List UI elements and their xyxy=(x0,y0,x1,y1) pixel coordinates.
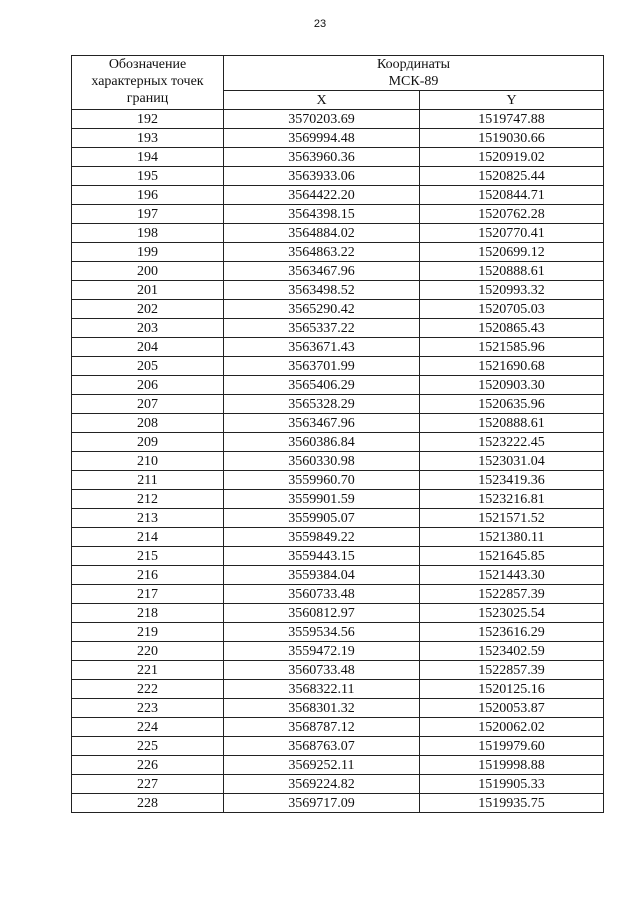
x-coordinate-cell: 3564398.15 xyxy=(224,205,420,224)
x-coordinate-cell: 3559384.04 xyxy=(224,566,420,585)
point-id-cell: 204 xyxy=(72,338,224,357)
x-coordinate-cell: 3563701.99 xyxy=(224,357,420,376)
x-coordinate-cell: 3565337.22 xyxy=(224,319,420,338)
y-coordinate-cell: 1519747.88 xyxy=(420,110,604,129)
table-row xyxy=(72,186,604,205)
table-row xyxy=(72,642,604,661)
y-coordinate-cell: 1523216.81 xyxy=(420,490,604,509)
y-coordinate-cell: 1520699.12 xyxy=(420,243,604,262)
point-id-cell: 197 xyxy=(72,205,224,224)
table-row xyxy=(72,528,604,547)
table-row xyxy=(72,338,604,357)
x-coordinate-cell: 3560733.48 xyxy=(224,585,420,604)
y-coordinate-cell: 1523402.59 xyxy=(420,642,604,661)
table-row xyxy=(72,661,604,680)
table-row xyxy=(72,794,604,813)
table-row xyxy=(72,566,604,585)
table-row xyxy=(72,756,604,775)
table-row xyxy=(72,319,604,338)
table-header xyxy=(72,56,604,110)
x-coordinate-cell: 3564422.20 xyxy=(224,186,420,205)
point-id-cell: 213 xyxy=(72,509,224,528)
x-coordinate-cell: 3559960.70 xyxy=(224,471,420,490)
x-coordinate-cell: 3563467.96 xyxy=(224,414,420,433)
table-row xyxy=(72,110,604,129)
point-label-line: Обозначение xyxy=(108,57,187,72)
point-id-cell: 214 xyxy=(72,528,224,547)
point-id-cell: 201 xyxy=(72,281,224,300)
table-row xyxy=(72,775,604,794)
point-id-cell: 195 xyxy=(72,167,224,186)
point-id-cell: 223 xyxy=(72,699,224,718)
y-coordinate-cell: 1519030.66 xyxy=(420,129,604,148)
y-coordinate-cell: 1522857.39 xyxy=(420,585,604,604)
point-id-cell: 206 xyxy=(72,376,224,395)
x-coordinate-cell: 3560330.98 xyxy=(224,452,420,471)
table-row xyxy=(72,148,604,167)
table-row xyxy=(72,718,604,737)
table-row xyxy=(72,414,604,433)
y-coordinate-cell: 1519935.75 xyxy=(420,794,604,813)
x-coordinate-cell: 3570203.69 xyxy=(224,110,420,129)
table-row xyxy=(72,129,604,148)
x-coordinate-cell: 3565406.29 xyxy=(224,376,420,395)
x-coordinate-cell: 3564884.02 xyxy=(224,224,420,243)
x-coordinate-cell: 3568322.11 xyxy=(224,680,420,699)
y-coordinate-cell: 1521443.30 xyxy=(420,566,604,585)
x-coordinate-cell: 3568301.32 xyxy=(224,699,420,718)
y-coordinate-cell: 1520053.87 xyxy=(420,699,604,718)
y-coordinate-cell: 1523616.29 xyxy=(420,623,604,642)
point-id-cell: 193 xyxy=(72,129,224,148)
table-row xyxy=(72,490,604,509)
x-coordinate-cell: 3568763.07 xyxy=(224,737,420,756)
point-id-cell: 211 xyxy=(72,471,224,490)
x-coordinate-cell: 3560733.48 xyxy=(224,661,420,680)
x-column-header: X xyxy=(224,91,420,110)
y-coordinate-cell: 1520844.71 xyxy=(420,186,604,205)
table-row xyxy=(72,357,604,376)
point-id-cell: 221 xyxy=(72,661,224,680)
x-coordinate-cell: 3563498.52 xyxy=(224,281,420,300)
point-id-cell: 212 xyxy=(72,490,224,509)
x-coordinate-cell: 3560812.97 xyxy=(224,604,420,623)
point-id-cell: 194 xyxy=(72,148,224,167)
table-row xyxy=(72,376,604,395)
table-row xyxy=(72,471,604,490)
y-coordinate-cell: 1521571.52 xyxy=(420,509,604,528)
table-row xyxy=(72,547,604,566)
y-coordinate-cell: 1520888.61 xyxy=(420,262,604,281)
x-coordinate-cell: 3569224.82 xyxy=(224,775,420,794)
y-coordinate-cell: 1520888.61 xyxy=(420,414,604,433)
point-id-cell: 222 xyxy=(72,680,224,699)
table-row xyxy=(72,623,604,642)
point-id-cell: 205 xyxy=(72,357,224,376)
point-id-cell: 218 xyxy=(72,604,224,623)
point-id-cell: 217 xyxy=(72,585,224,604)
y-coordinate-cell: 1521645.85 xyxy=(420,547,604,566)
y-coordinate-cell: 1520865.43 xyxy=(420,319,604,338)
point-label-line: границ xyxy=(126,91,169,106)
y-coordinate-cell: 1523222.45 xyxy=(420,433,604,452)
y-coordinate-cell: 1520125.16 xyxy=(420,680,604,699)
x-coordinate-cell: 3559901.59 xyxy=(224,490,420,509)
x-coordinate-cell: 3565328.29 xyxy=(224,395,420,414)
point-id-cell: 225 xyxy=(72,737,224,756)
y-coordinate-cell: 1523419.36 xyxy=(420,471,604,490)
y-coordinate-cell: 1519998.88 xyxy=(420,756,604,775)
table-row xyxy=(72,262,604,281)
y-coordinate-cell: 1520903.30 xyxy=(420,376,604,395)
point-id-cell: 207 xyxy=(72,395,224,414)
point-id-cell: 228 xyxy=(72,794,224,813)
coordinates-group-header xyxy=(224,56,604,91)
point-id-cell: 202 xyxy=(72,300,224,319)
point-id-cell: 200 xyxy=(72,262,224,281)
y-coordinate-cell: 1520062.02 xyxy=(420,718,604,737)
table-row xyxy=(72,300,604,319)
table-row xyxy=(72,224,604,243)
y-coordinate-cell: 1520825.44 xyxy=(420,167,604,186)
y-column-header: Y xyxy=(420,91,604,110)
point-id-cell: 199 xyxy=(72,243,224,262)
y-coordinate-cell: 1522857.39 xyxy=(420,661,604,680)
x-coordinate-cell: 3565290.42 xyxy=(224,300,420,319)
table-row xyxy=(72,205,604,224)
x-coordinate-cell: 3559905.07 xyxy=(224,509,420,528)
table-row xyxy=(72,585,604,604)
x-coordinate-cell: 3559534.56 xyxy=(224,623,420,642)
y-coordinate-cell: 1520993.32 xyxy=(420,281,604,300)
table-row xyxy=(72,433,604,452)
point-id-cell: 224 xyxy=(72,718,224,737)
point-id-cell: 192 xyxy=(72,110,224,129)
point-id-cell: 227 xyxy=(72,775,224,794)
x-coordinate-cell: 3559849.22 xyxy=(224,528,420,547)
point-id-cell: 209 xyxy=(72,433,224,452)
y-coordinate-cell: 1520635.96 xyxy=(420,395,604,414)
x-coordinate-cell: 3559472.19 xyxy=(224,642,420,661)
y-coordinate-cell: 1520762.28 xyxy=(420,205,604,224)
y-coordinate-cell: 1519979.60 xyxy=(420,737,604,756)
x-coordinate-cell: 3569717.09 xyxy=(224,794,420,813)
y-coordinate-cell: 1521380.11 xyxy=(420,528,604,547)
y-coordinate-cell: 1519905.33 xyxy=(420,775,604,794)
x-coordinate-cell: 3569252.11 xyxy=(224,756,420,775)
point-id-cell: 219 xyxy=(72,623,224,642)
table-row xyxy=(72,737,604,756)
x-coordinate-cell: 3569994.48 xyxy=(224,129,420,148)
coords-label-line: Координаты xyxy=(377,57,450,72)
y-coordinate-cell: 1520919.02 xyxy=(420,148,604,167)
point-id-cell: 215 xyxy=(72,547,224,566)
point-id-cell: 203 xyxy=(72,319,224,338)
point-id-cell: 196 xyxy=(72,186,224,205)
table-row xyxy=(72,452,604,471)
table-row xyxy=(72,509,604,528)
y-coordinate-cell: 1521585.96 xyxy=(420,338,604,357)
point-id-cell: 220 xyxy=(72,642,224,661)
table-body xyxy=(72,110,604,813)
header-row-top xyxy=(72,56,604,91)
table-row xyxy=(72,243,604,262)
x-coordinate-cell: 3564863.22 xyxy=(224,243,420,262)
coords-label-line: МСК-89 xyxy=(388,74,439,89)
table-row xyxy=(72,281,604,300)
x-coordinate-cell: 3563933.06 xyxy=(224,167,420,186)
point-id-cell: 208 xyxy=(72,414,224,433)
x-coordinate-cell: 3560386.84 xyxy=(224,433,420,452)
y-coordinate-cell: 1520770.41 xyxy=(420,224,604,243)
coordinates-table xyxy=(71,55,604,813)
x-coordinate-cell: 3563467.96 xyxy=(224,262,420,281)
point-id-cell: 216 xyxy=(72,566,224,585)
x-coordinate-cell: 3559443.15 xyxy=(224,547,420,566)
x-coordinate-cell: 3563960.36 xyxy=(224,148,420,167)
table-row xyxy=(72,680,604,699)
point-id-cell: 198 xyxy=(72,224,224,243)
point-label-header xyxy=(72,56,224,110)
point-id-cell: 226 xyxy=(72,756,224,775)
x-coordinate-cell: 3568787.12 xyxy=(224,718,420,737)
point-label-line: характерных точек xyxy=(91,74,204,89)
point-id-cell: 210 xyxy=(72,452,224,471)
y-coordinate-cell: 1523031.04 xyxy=(420,452,604,471)
table-row xyxy=(72,167,604,186)
table-row xyxy=(72,395,604,414)
y-coordinate-cell: 1520705.03 xyxy=(420,300,604,319)
table-row xyxy=(72,604,604,623)
page-number: 23 xyxy=(313,18,327,30)
y-coordinate-cell: 1523025.54 xyxy=(420,604,604,623)
x-coordinate-cell: 3563671.43 xyxy=(224,338,420,357)
table-row xyxy=(72,699,604,718)
y-coordinate-cell: 1521690.68 xyxy=(420,357,604,376)
